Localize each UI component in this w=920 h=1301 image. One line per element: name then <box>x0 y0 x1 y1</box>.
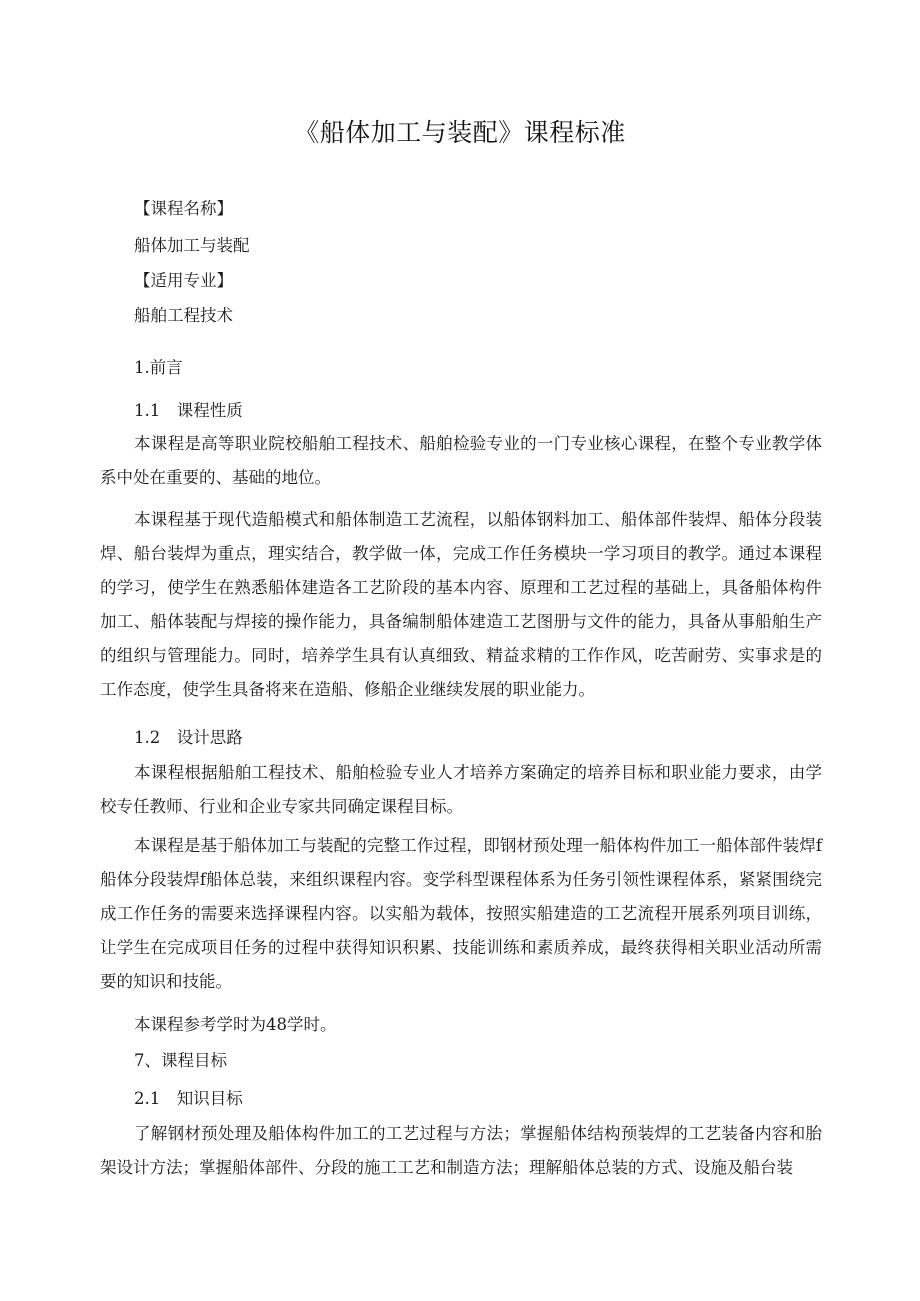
document-title: 《船体加工与装配》课程标准 <box>294 118 626 147</box>
paragraph-course-nature-1: 本课程是高等职业院校船舶工程技术、船舶检验专业的一门专业核心课程，在整个专业教学体系中处在重要的、基础的地位。 <box>100 434 822 487</box>
section-heading-1: 1.前言 <box>134 358 183 377</box>
paragraph-knowledge-1: 了解钢材预处理及船体构件加工的工艺过程与方法；掌握船体结构预装焊的工艺装备内容和胎架设计方法；掌握船体部件、分段的施工工艺和制造方法；理解船体总装的方式、设施及船台装 <box>100 1124 822 1177</box>
subsection-heading-2-1: 2.1 知识目标 <box>134 1089 243 1108</box>
subsection-heading-1-1: 1.1 课程性质 <box>134 401 243 420</box>
subsection-heading-1-2: 1.2 设计思路 <box>134 728 243 747</box>
paragraph-design-1: 本课程根据船舶工程技术、船舶检验专业人才培养方案确定的培养目标和职业能力要求，由学校专任教师、行业和企业专家共同确定课程目标。 <box>100 763 822 816</box>
course-name-value: 船体加工与装配 <box>134 236 250 255</box>
major-value: 船舶工程技术 <box>134 306 233 325</box>
course-name-label: 【课程名称】 <box>134 199 233 218</box>
major-label: 【适用专业】 <box>134 271 233 290</box>
paragraph-design-2: 本课程是基于船体加工与装配的完整工作过程，即钢材预处理一船体构件加工一船体部件装焊f船体分段装焊f船体总装，来组织课程内容。变学科型课程体系为任务引领性课程体系，紧紧围绕完成工作任务的需要来选择课程内容。以实船为载体，按照实船建造的工艺流程开展系列项目训练，让学生在完成项目任务的过程中获得知识积累、技能训练和素质养成，最终获得相关职业活动所需要的知识和技能。 <box>100 836 822 991</box>
section-heading-2: 7、课程目标 <box>134 1051 227 1070</box>
paragraph-design-3: 本课程参考学时为48学时。 <box>134 1015 337 1034</box>
paragraph-course-nature-2: 本课程基于现代造船模式和船体制造工艺流程，以船体钢料加工、船体部件装焊、船体分段装焊、船台装焊为重点，理实结合，教学做一体，完成工作任务模块一学习项目的教学。通过本课程的学习，使学生在熟悉船体建造各工艺阶段的基本内容、原理和工艺过程的基础上，具备船体构件加工、船体装配与焊接的操作能力，具备编制船体建造工艺图册与文件的能力，具备从事船舶生产的组织与管理能力。同时，培养学生具有认真细致、精益求精的工作作风，吃苦耐劳、实事求是的工作态度，使学生具备将来在造船、修船企业继续发展的职业能力。 <box>100 510 822 699</box>
